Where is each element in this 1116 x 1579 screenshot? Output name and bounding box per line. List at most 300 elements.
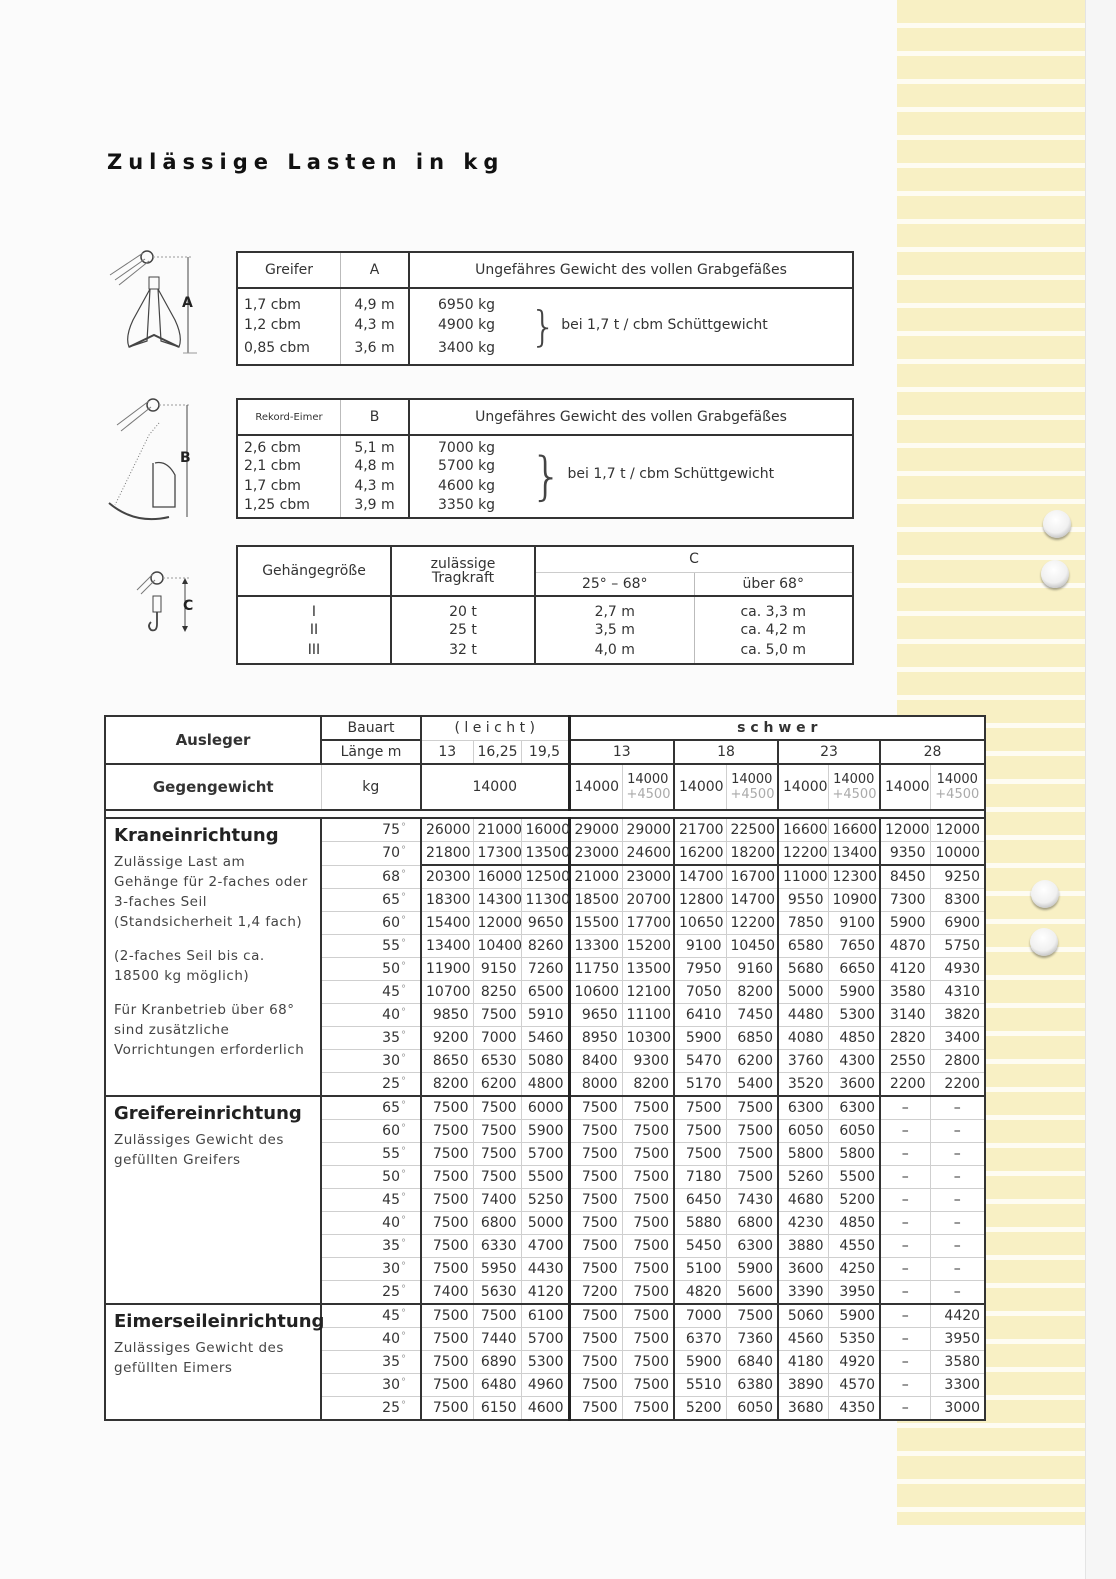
load-value-cell: 7500 (622, 1235, 674, 1258)
load-value-cell: 5400 (726, 1073, 778, 1097)
load-value-cell: 20300 (421, 865, 473, 889)
load-value-cell: 7500 (421, 1304, 473, 1328)
load-value-cell: 7500 (622, 1120, 674, 1143)
load-value-cell: 14300 (473, 889, 521, 912)
angle-cell (321, 912, 421, 935)
load-value-cell: 5470 (674, 1050, 726, 1073)
load-value-cell: 6800 (726, 1212, 778, 1235)
load-value-cell: 12200 (778, 842, 828, 866)
load-value-cell: 9650 (521, 912, 569, 935)
degree-symbol: ° (401, 1053, 406, 1064)
angle-value: 45 (382, 984, 400, 1000)
punch-hole-icon (1031, 880, 1059, 908)
punch-hole-icon (1030, 928, 1058, 956)
load-value-cell: 6370 (674, 1328, 726, 1351)
load-value-cell: 24600 (622, 842, 674, 866)
angle-cell (321, 842, 421, 866)
col-header-capacity: zulässige Tragkraft (391, 546, 535, 596)
angle-cell (321, 1304, 421, 1328)
angle-value: 40 (382, 1331, 400, 1347)
col-header-greifer: Greifer (237, 252, 341, 288)
cell-a: 4,3 m (341, 313, 410, 337)
load-value-cell: 7500 (622, 1351, 674, 1374)
length-schwer: 28 (880, 740, 985, 764)
load-value-cell: 6380 (726, 1374, 778, 1397)
load-value-cell: 7950 (674, 958, 726, 981)
figure-label-a: A (182, 295, 193, 311)
load-value-cell: 15400 (421, 912, 473, 935)
load-value-cell: 10400 (473, 935, 521, 958)
load-value-cell: 3880 (778, 1235, 828, 1258)
load-value-cell: 7500 (421, 1189, 473, 1212)
section-description: Zulässiges Gewicht des gefüllten Eimers (114, 1340, 284, 1376)
load-value-cell: 8400 (569, 1050, 622, 1073)
load-value-cell: 7500 (421, 1374, 473, 1397)
angle-cell (321, 1027, 421, 1050)
load-value-cell: 7050 (674, 981, 726, 1004)
cell-b: 4,8 m (341, 456, 410, 476)
angle-value: 55 (382, 938, 400, 954)
angle-cell (321, 1189, 421, 1212)
load-value-cell: 5100 (674, 1258, 726, 1281)
section-title: Kraneinrichtung (114, 825, 279, 846)
cell-size: I (237, 596, 391, 620)
col-header-c: C (535, 546, 853, 572)
angle-value: 30 (382, 1377, 400, 1393)
degree-symbol: ° (401, 1146, 406, 1157)
load-value-cell: 9550 (778, 889, 828, 912)
load-value-cell: 7400 (421, 1281, 473, 1305)
load-value-cell: 5200 (674, 1397, 726, 1421)
load-value-cell: – (880, 1374, 930, 1397)
degree-symbol: ° (401, 961, 406, 972)
load-value-cell: 4870 (880, 935, 930, 958)
load-value-cell: 3390 (778, 1281, 828, 1305)
cell-c1: 3,5 m (535, 620, 694, 640)
load-value-cell: 7500 (421, 1351, 473, 1374)
load-value-cell: 7500 (473, 1096, 521, 1120)
load-value-cell: 6300 (828, 1096, 880, 1120)
load-value-cell: 5080 (521, 1050, 569, 1073)
load-value-cell: 7360 (726, 1328, 778, 1351)
load-value-cell: – (880, 1096, 930, 1120)
load-value-cell: – (880, 1120, 930, 1143)
load-value-cell: 2800 (930, 1050, 985, 1073)
degree-symbol: ° (401, 845, 406, 857)
cell-volume: 1,7 cbm (237, 288, 341, 313)
figure-label-c: C (183, 598, 194, 614)
section-description: Für Kranbetrieb über 68° sind zusätzliche Vorrichtungen erforderlich (114, 1002, 305, 1058)
degree-symbol: ° (401, 822, 406, 833)
cell-c1: 4,0 m (535, 640, 694, 664)
degree-symbol: ° (401, 1284, 406, 1295)
header-spacer (105, 810, 985, 818)
degree-symbol: ° (401, 1192, 406, 1203)
load-value-cell: 9100 (828, 912, 880, 935)
load-value-cell: 18300 (421, 889, 473, 912)
load-value-cell: 7500 (421, 1143, 473, 1166)
load-value-cell: 7500 (569, 1328, 622, 1351)
load-value-cell: 16600 (828, 818, 880, 842)
load-value-cell: 6200 (726, 1050, 778, 1073)
load-table (104, 715, 986, 1421)
load-value-cell: 12100 (622, 981, 674, 1004)
load-value-cell: 7500 (569, 1096, 622, 1120)
load-value-cell: 5170 (674, 1073, 726, 1097)
cw-b1: 14000 (731, 772, 773, 787)
load-value-cell: 5300 (521, 1351, 569, 1374)
load-value-cell: 10300 (622, 1027, 674, 1050)
counterweight-base: 14000 (674, 764, 726, 810)
cell-volume: 1,2 cbm (237, 313, 341, 337)
load-value-cell: – (880, 1351, 930, 1374)
load-value-cell: 9160 (726, 958, 778, 981)
load-value-cell: 21000 (473, 818, 521, 842)
load-value-cell: 14700 (726, 889, 778, 912)
load-value-cell: – (880, 1166, 930, 1189)
load-value-cell: 5250 (521, 1189, 569, 1212)
load-value-cell: 7430 (726, 1189, 778, 1212)
load-value-cell: 21800 (421, 842, 473, 866)
load-value-cell: 4120 (880, 958, 930, 981)
load-value-cell: 8450 (880, 865, 930, 889)
load-value-cell: – (930, 1166, 985, 1189)
load-value-cell: 16000 (521, 818, 569, 842)
cw-b2: +4500 (626, 787, 671, 802)
load-value-cell: 5000 (778, 981, 828, 1004)
load-value-cell: 7000 (674, 1304, 726, 1328)
load-value-cell: 9200 (421, 1027, 473, 1050)
load-value-cell: 7500 (622, 1096, 674, 1120)
load-value-cell: 7850 (778, 912, 828, 935)
cell-capacity: 32 t (391, 640, 535, 664)
load-value-cell: 7500 (622, 1328, 674, 1351)
load-value-cell: 7500 (421, 1096, 473, 1120)
angle-value: 45 (382, 1308, 400, 1324)
length-schwer: 18 (674, 740, 778, 764)
counterweight-extra (726, 764, 778, 810)
angle-value: 55 (382, 1146, 400, 1162)
load-table-body (105, 818, 985, 1420)
length-leicht: 13 (421, 740, 473, 764)
section-title: Eimerseileinrichtung (114, 1311, 325, 1332)
cell-capacity: 20 t (391, 596, 535, 620)
col-header-rekord-eimer: Rekord-Eimer (237, 399, 341, 435)
note-text: bei 1,7 t / cbm Schüttgewicht (561, 316, 768, 333)
counterweight-base: 14000 (880, 764, 930, 810)
angle-cell (321, 935, 421, 958)
load-value-cell: 3300 (930, 1374, 985, 1397)
cell-c1: 2,7 m (535, 596, 694, 620)
load-value-cell: 4850 (828, 1027, 880, 1050)
load-value-cell: 10650 (674, 912, 726, 935)
load-value-cell: 6450 (674, 1189, 726, 1212)
note-cell (524, 288, 853, 365)
gegengewicht-label: Gegengewicht (105, 764, 321, 810)
degree-symbol: ° (401, 1238, 406, 1249)
load-value-cell: 7500 (569, 1374, 622, 1397)
load-value-cell: 7500 (622, 1189, 674, 1212)
load-value-cell: 7200 (569, 1281, 622, 1305)
length-schwer: 13 (569, 740, 674, 764)
angle-cell (321, 1143, 421, 1166)
load-value-cell: 7500 (622, 1374, 674, 1397)
note-cell (524, 435, 853, 518)
load-value-cell: 3600 (778, 1258, 828, 1281)
load-value-cell: 6300 (778, 1096, 828, 1120)
cell-c2: ca. 3,3 m (740, 603, 807, 620)
load-value-cell: 7500 (421, 1212, 473, 1235)
load-value-cell: – (880, 1235, 930, 1258)
cell-c2: ca. 4,2 m (740, 622, 807, 638)
load-value-cell: 11900 (421, 958, 473, 981)
kg-label: kg (321, 764, 421, 810)
angle-value: 30 (382, 1261, 400, 1277)
load-value-cell: 5300 (828, 1004, 880, 1027)
load-value-cell: 26000 (421, 818, 473, 842)
counterweight-base: 14000 (778, 764, 828, 810)
load-value-cell: 12000 (473, 912, 521, 935)
load-value-cell: 4430 (521, 1258, 569, 1281)
load-value-cell: – (930, 1281, 985, 1305)
load-value-cell: 6050 (828, 1120, 880, 1143)
load-value-cell: 3580 (880, 981, 930, 1004)
load-value-cell: 7500 (674, 1096, 726, 1120)
load-value-cell: 11000 (778, 865, 828, 889)
load-value-cell: 7500 (674, 1120, 726, 1143)
load-value-cell: 5680 (778, 958, 828, 981)
load-value-cell: 5900 (674, 1027, 726, 1050)
load-value-cell: 5700 (521, 1143, 569, 1166)
counterweight-extra (930, 764, 985, 810)
load-value-cell: 5630 (473, 1281, 521, 1305)
load-value-cell: 3890 (778, 1374, 828, 1397)
col-header-weight: Ungefähres Gewicht des vollen Grabgefäßes (409, 399, 853, 435)
load-value-cell: 9650 (569, 1004, 622, 1027)
load-value-cell: 17700 (622, 912, 674, 935)
load-value-cell: 5900 (880, 912, 930, 935)
load-value-cell: 3600 (828, 1073, 880, 1097)
load-value-cell: 16700 (726, 865, 778, 889)
load-value-cell: 4600 (521, 1397, 569, 1421)
load-value-cell: 9150 (473, 958, 521, 981)
load-value-cell: – (880, 1258, 930, 1281)
load-value-cell: 7500 (473, 1166, 521, 1189)
angle-value: 75 (382, 822, 400, 838)
angle-value: 25 (382, 1076, 400, 1092)
cw-b1: 14000 (833, 772, 875, 787)
angle-value: 25 (382, 1400, 400, 1416)
cw-b1: 14000 (627, 772, 669, 787)
load-value-cell: 7500 (726, 1304, 778, 1328)
load-value-cell: 14700 (674, 865, 726, 889)
section-description: Zulässiges Gewicht des gefüllten Greifers (114, 1132, 284, 1168)
load-value-cell: 6480 (473, 1374, 521, 1397)
load-value-cell: 9250 (930, 865, 985, 889)
load-value-cell: – (930, 1096, 985, 1120)
degree-symbol: ° (401, 1215, 406, 1226)
load-value-cell: 7500 (622, 1304, 674, 1328)
load-value-cell: 12200 (726, 912, 778, 935)
load-value-cell: – (930, 1212, 985, 1235)
section-title: Greifereinrichtung (114, 1103, 302, 1124)
degree-symbol: ° (401, 915, 406, 926)
load-value-cell: 3950 (930, 1328, 985, 1351)
load-value-cell: – (930, 1189, 985, 1212)
angle-cell (321, 1004, 421, 1027)
load-value-cell: 23000 (622, 865, 674, 889)
load-value-cell: 5900 (674, 1351, 726, 1374)
load-value-cell: 6000 (521, 1096, 569, 1120)
counterweight-base: 14000 (569, 764, 622, 810)
load-value-cell: 4300 (828, 1050, 880, 1073)
cell-weight: 5700 kg (438, 458, 496, 474)
load-value-cell: 5880 (674, 1212, 726, 1235)
section-label-greifereinrichtung (105, 1096, 321, 1304)
load-value-cell: 2820 (880, 1027, 930, 1050)
table-row (105, 818, 985, 842)
angle-cell (321, 1258, 421, 1281)
load-value-cell: 6300 (726, 1235, 778, 1258)
eimer-table (236, 398, 854, 519)
load-value-cell: 29000 (622, 818, 674, 842)
cell-a: 3,6 m (341, 337, 410, 365)
load-value-cell: 6330 (473, 1235, 521, 1258)
load-value-cell: 4570 (828, 1374, 880, 1397)
load-value-cell: 7500 (569, 1304, 622, 1328)
angle-cell (321, 1328, 421, 1351)
load-value-cell: 2200 (930, 1073, 985, 1097)
cell-weight: 3350 kg (438, 496, 496, 513)
load-value-cell: 3680 (778, 1397, 828, 1421)
brace-icon: } (530, 301, 557, 351)
load-value-cell: 4310 (930, 981, 985, 1004)
load-value-cell: 4680 (778, 1189, 828, 1212)
load-value-cell: – (930, 1120, 985, 1143)
load-value-cell: 7500 (473, 1120, 521, 1143)
angle-cell (321, 1120, 421, 1143)
load-value-cell: 7500 (726, 1120, 778, 1143)
angle-cell (321, 981, 421, 1004)
load-value-cell: – (930, 1235, 985, 1258)
load-value-cell: 6410 (674, 1004, 726, 1027)
counterweight-extra (828, 764, 880, 810)
col-header-c2: über 68° (694, 572, 853, 596)
angle-cell (321, 1397, 421, 1421)
load-value-cell: 8260 (521, 935, 569, 958)
angle-value: 65 (382, 892, 400, 908)
load-value-cell: 5060 (778, 1304, 828, 1328)
load-value-cell: 10000 (930, 842, 985, 866)
load-value-cell: 6580 (778, 935, 828, 958)
load-value-cell: 7260 (521, 958, 569, 981)
load-value-cell: 5600 (726, 1281, 778, 1305)
cell-weight: 6950 kg (438, 297, 496, 313)
cell-b: 4,3 m (341, 476, 410, 496)
load-value-cell: 7300 (880, 889, 930, 912)
gehaenge-table (236, 545, 854, 665)
punch-hole-icon (1043, 510, 1071, 538)
load-value-cell: 7440 (473, 1328, 521, 1351)
angle-value: 50 (382, 961, 400, 977)
load-value-cell: 6100 (521, 1304, 569, 1328)
angle-cell (321, 1351, 421, 1374)
angle-cell (321, 1073, 421, 1097)
load-value-cell: 13400 (421, 935, 473, 958)
load-value-cell: 15200 (622, 935, 674, 958)
load-value-cell: 7650 (828, 935, 880, 958)
load-value-cell: 5900 (726, 1258, 778, 1281)
table-row (105, 1096, 985, 1120)
load-value-cell: 6840 (726, 1351, 778, 1374)
load-value-cell: 4700 (521, 1235, 569, 1258)
load-value-cell: 8200 (622, 1073, 674, 1097)
load-value-cell: 11300 (521, 889, 569, 912)
load-value-cell: 3520 (778, 1073, 828, 1097)
cell-weight: 4600 kg (438, 478, 496, 494)
load-value-cell: 15500 (569, 912, 622, 935)
angle-value: 70 (382, 845, 400, 862)
load-value-cell: 16200 (674, 842, 726, 866)
load-value-cell: 6050 (778, 1120, 828, 1143)
load-value-cell: 7500 (473, 1304, 521, 1328)
load-value-cell: 7500 (622, 1397, 674, 1421)
load-value-cell: 8300 (930, 889, 985, 912)
load-value-cell: – (930, 1258, 985, 1281)
angle-value: 35 (382, 1238, 400, 1254)
angle-cell (321, 818, 421, 842)
laenge-label: Länge m (321, 740, 421, 764)
load-value-cell: 6900 (930, 912, 985, 935)
load-value-cell: – (880, 1328, 930, 1351)
load-value-cell: 3820 (930, 1004, 985, 1027)
bauart-label: Bauart (321, 716, 421, 740)
cell-volume: 0,85 cbm (237, 337, 341, 365)
angle-cell (321, 958, 421, 981)
load-value-cell: 7500 (726, 1143, 778, 1166)
load-value-cell: 7400 (473, 1189, 521, 1212)
load-value-cell: 3000 (930, 1397, 985, 1421)
load-value-cell: 4800 (521, 1073, 569, 1097)
load-value-cell: 16000 (473, 865, 521, 889)
load-value-cell: – (930, 1143, 985, 1166)
load-value-cell: 4550 (828, 1235, 880, 1258)
load-value-cell: 7500 (622, 1258, 674, 1281)
cell-size: II (237, 620, 391, 640)
load-value-cell: 4420 (930, 1304, 985, 1328)
load-value-cell: 7500 (421, 1235, 473, 1258)
cell-b: 5,1 m (341, 435, 410, 456)
degree-symbol: ° (401, 868, 406, 880)
load-value-cell: 3950 (828, 1281, 880, 1305)
load-value-cell: 2550 (880, 1050, 930, 1073)
angle-cell (321, 865, 421, 889)
degree-symbol: ° (401, 1169, 406, 1180)
load-value-cell: 7500 (569, 1189, 622, 1212)
load-value-cell: 5260 (778, 1166, 828, 1189)
load-value-cell: 7500 (569, 1143, 622, 1166)
load-value-cell: 18500 (569, 889, 622, 912)
load-value-cell: 12500 (521, 865, 569, 889)
load-value-cell: 4230 (778, 1212, 828, 1235)
section-description: Zulässige Last am Gehänge für 2-faches oder 3-faches Seil (Standsicherheit 1,4 fach) (114, 854, 308, 930)
angle-value: 40 (382, 1215, 400, 1231)
section-description: (2-faches Seil bis ca. 18500 kg möglich) (114, 948, 265, 984)
cell-volume: 2,6 cbm (237, 435, 341, 456)
load-value-cell: 5200 (828, 1189, 880, 1212)
col-header-size: Gehängegröße (237, 546, 391, 596)
load-value-cell: 5900 (828, 1304, 880, 1328)
